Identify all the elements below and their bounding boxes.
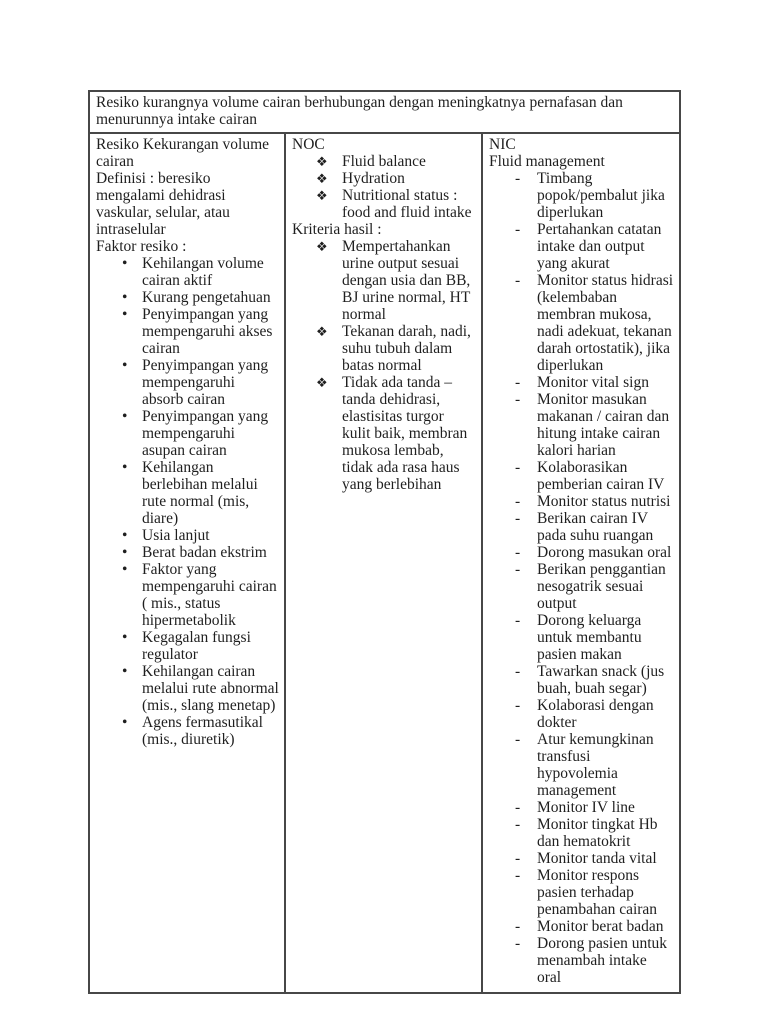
nic-intervention-text: Monitor status hidrasi (kelembaban membran mukosa, nadi adekuat, tekanan darah ortostatik), jika diperlukan — [537, 272, 674, 374]
nic-interventions-list — [489, 170, 674, 986]
diamond-bullet-icon: ❖ — [316, 239, 328, 254]
nic-cell — [483, 134, 679, 992]
bullet-dot-icon: • — [122, 357, 128, 374]
noc-criteria-item — [292, 323, 476, 374]
risk-factor-item — [96, 306, 279, 357]
nic-intervention-item — [489, 272, 674, 374]
nic-intervention-text: Monitor tingkat Hb dan hematokrit — [537, 816, 658, 850]
dash-bullet-icon: - — [515, 221, 521, 238]
dash-bullet-icon: - — [515, 850, 521, 867]
dash-bullet-icon: - — [515, 510, 521, 527]
nic-intervention-text: Monitor vital sign — [537, 374, 649, 391]
nic-intervention-text: Monitor berat badan — [537, 918, 664, 935]
nic-intervention-text: Atur kemungkinan transfusi hypovolemia management — [537, 731, 654, 799]
dash-bullet-icon: - — [515, 731, 521, 748]
nic-intervention-text: Dorong keluarga untuk membantu pasien makan — [537, 612, 642, 663]
nic-intervention-item — [489, 935, 674, 986]
noc-criteria-list — [292, 238, 476, 493]
nic-intervention-item — [489, 697, 674, 731]
dash-bullet-icon: - — [515, 935, 521, 952]
diamond-bullet-icon: ❖ — [316, 324, 328, 339]
dash-bullet-icon: - — [515, 544, 521, 561]
nic-intervention-item — [489, 867, 674, 918]
nic-intervention-text: Berikan penggantian nesogatrik sesuai output — [537, 561, 666, 612]
risk-factor-item — [96, 289, 279, 306]
risk-factor-item — [96, 255, 279, 289]
diagnosis-header-text: Resiko kurangnya volume cairan berhubungan dengan meningkatnya pernafasan dan menurunnya intake cairan — [96, 94, 623, 128]
risk-factor-text: Usia lanjut — [142, 527, 210, 544]
nic-intervention-text: Monitor tanda vital — [537, 850, 657, 867]
noc-outcome-item — [292, 153, 476, 170]
diagnosis-definition: Definisi : beresiko mengalami dehidrasi vaskular, selular, atau intraselular — [96, 170, 230, 238]
nic-intervention-text: Monitor status nutrisi — [537, 493, 671, 510]
nic-intervention-text: Pertahankan catatan intake dan output yang akurat — [537, 221, 662, 272]
risk-factor-text: Penyimpangan yang mempengaruhi asupan cairan — [142, 408, 269, 459]
nic-title: NIC — [489, 136, 516, 153]
bullet-dot-icon: • — [122, 714, 128, 731]
nic-intervention-item — [489, 561, 674, 612]
risk-factors-label: Faktor resiko : — [96, 238, 187, 255]
risk-factor-item — [96, 544, 279, 561]
noc-criteria-text: Mempertahankan urine output sesuai dengan usia dan BB, BJ urine normal, HT normal — [342, 238, 471, 323]
dash-bullet-icon: - — [515, 561, 521, 578]
risk-factor-item — [96, 629, 279, 663]
dash-bullet-icon: - — [515, 459, 521, 476]
bullet-dot-icon: • — [122, 544, 128, 561]
dash-bullet-icon: - — [515, 374, 521, 391]
dash-bullet-icon: - — [515, 612, 521, 629]
nic-intervention-text: Monitor respons pasien terhadap penambahan cairan — [537, 867, 658, 918]
risk-factor-text: Penyimpangan yang mempengaruhi absorb cairan — [142, 357, 269, 408]
noc-criteria-item — [292, 374, 476, 493]
bullet-dot-icon: • — [122, 408, 128, 425]
noc-criteria-item — [292, 238, 476, 323]
dash-bullet-icon: - — [515, 663, 521, 680]
nic-intervention-item — [489, 510, 674, 544]
bullet-dot-icon: • — [122, 255, 128, 272]
bullet-dot-icon: • — [122, 459, 128, 476]
risk-factor-item — [96, 714, 279, 748]
nic-intervention-text: Monitor masukan makanan / cairan dan hitung intake cairan kalori harian — [537, 391, 670, 459]
noc-criteria-text: Tekanan darah, nadi, suhu tubuh dalam batas normal — [342, 323, 471, 374]
nic-intervention-text: Dorong pasien untuk menambah intake oral — [537, 935, 668, 986]
risk-diagnosis-cell — [90, 134, 286, 992]
dash-bullet-icon: - — [515, 170, 521, 187]
noc-outcome-item — [292, 170, 476, 187]
bullet-dot-icon: • — [122, 527, 128, 544]
risk-factor-item — [96, 527, 279, 544]
bullet-dot-icon: • — [122, 629, 128, 646]
diagnosis-header-cell — [90, 92, 679, 134]
bullet-dot-icon: • — [122, 663, 128, 680]
diagnosis-title: Resiko Kekurangan volume cairan — [96, 136, 270, 170]
risk-factors-list — [96, 255, 279, 748]
risk-factor-item — [96, 357, 279, 408]
nic-intervention-text: Tawarkan snack (jus buah, buah segar) — [537, 663, 665, 697]
noc-cell — [286, 134, 483, 992]
noc-outcome-text: Fluid balance — [342, 153, 426, 170]
nic-intervention-item — [489, 799, 674, 816]
risk-factor-item — [96, 561, 279, 629]
dash-bullet-icon: - — [515, 918, 521, 935]
risk-factor-item — [96, 663, 279, 714]
bullet-dot-icon: • — [122, 289, 128, 306]
nic-intervention-item — [489, 544, 674, 561]
risk-factor-text: Faktor yang mempengaruhi cairan ( mis., status hipermetabolik — [142, 561, 277, 629]
diamond-bullet-icon: ❖ — [316, 375, 328, 390]
noc-outcome-text: Nutritional status : food and fluid intake — [342, 187, 472, 221]
nic-intervention-text: Kolaborasi dengan dokter — [537, 697, 654, 731]
nic-intervention-text: Timbang popok/pembalut jika diperlukan — [537, 170, 665, 221]
nic-intervention-item — [489, 850, 674, 867]
nic-intervention-item — [489, 391, 674, 459]
nic-intervention-text: Berikan cairan IV pada suhu ruangan — [537, 510, 654, 544]
dash-bullet-icon: - — [515, 493, 521, 510]
noc-criteria-text: Tidak ada tanda – tanda dehidrasi, elastisitas turgor kulit baik, membran mukosa lembab, tidak ada rasa haus yang berlebihan — [342, 374, 468, 493]
nic-intervention-item — [489, 663, 674, 697]
bullet-dot-icon: • — [122, 306, 128, 323]
nic-intervention-item — [489, 374, 674, 391]
risk-factor-text: Berat badan ekstrim — [142, 544, 267, 561]
noc-outcome-item — [292, 187, 476, 221]
risk-factor-text: Penyimpangan yang mempengaruhi akses cairan — [142, 306, 273, 357]
risk-factor-text: Kehilangan volume cairan aktif — [142, 255, 264, 289]
nic-intervention-text: Dorong masukan oral — [537, 544, 672, 561]
risk-factor-text: Kegagalan fungsi regulator — [142, 629, 251, 663]
nic-intervention-item — [489, 918, 674, 935]
dash-bullet-icon: - — [515, 867, 521, 884]
risk-factor-text: Kehilangan berlebihan melalui rute normal (mis, diare) — [142, 459, 258, 527]
nic-intervention-text: Monitor IV line — [537, 799, 635, 816]
diamond-bullet-icon: ❖ — [316, 171, 328, 186]
dash-bullet-icon: - — [515, 697, 521, 714]
nic-intervention-item — [489, 731, 674, 799]
dash-bullet-icon: - — [515, 391, 521, 408]
risk-factor-text: Kurang pengetahuan — [142, 289, 271, 306]
dash-bullet-icon: - — [515, 799, 521, 816]
nic-intervention-item — [489, 170, 674, 221]
nic-intervention-item — [489, 612, 674, 663]
dash-bullet-icon: - — [515, 816, 521, 833]
noc-outcomes-list — [292, 153, 476, 221]
risk-factor-text: Kehilangan cairan melalui rute abnormal (mis., slang menetap) — [142, 663, 279, 714]
nursing-care-plan-table — [88, 90, 681, 994]
bullet-dot-icon: • — [122, 561, 128, 578]
risk-factor-item — [96, 459, 279, 527]
table-body-row — [90, 134, 679, 992]
criteria-label: Kriteria hasil : — [292, 221, 382, 238]
nic-intervention-item — [489, 459, 674, 493]
nic-intervention-item — [489, 493, 674, 510]
dash-bullet-icon: - — [515, 272, 521, 289]
nic-intervention-text: Kolaborasikan pemberian cairan IV — [537, 459, 665, 493]
diamond-bullet-icon: ❖ — [316, 154, 328, 169]
nic-intervention-item — [489, 816, 674, 850]
nic-intervention-item — [489, 221, 674, 272]
diamond-bullet-icon: ❖ — [316, 188, 328, 203]
nic-subtitle: Fluid management — [489, 153, 605, 170]
noc-outcome-text: Hydration — [342, 170, 405, 187]
risk-factor-item — [96, 408, 279, 459]
risk-factor-text: Agens fermasutikal (mis., diuretik) — [142, 714, 263, 748]
noc-title: NOC — [292, 136, 325, 153]
